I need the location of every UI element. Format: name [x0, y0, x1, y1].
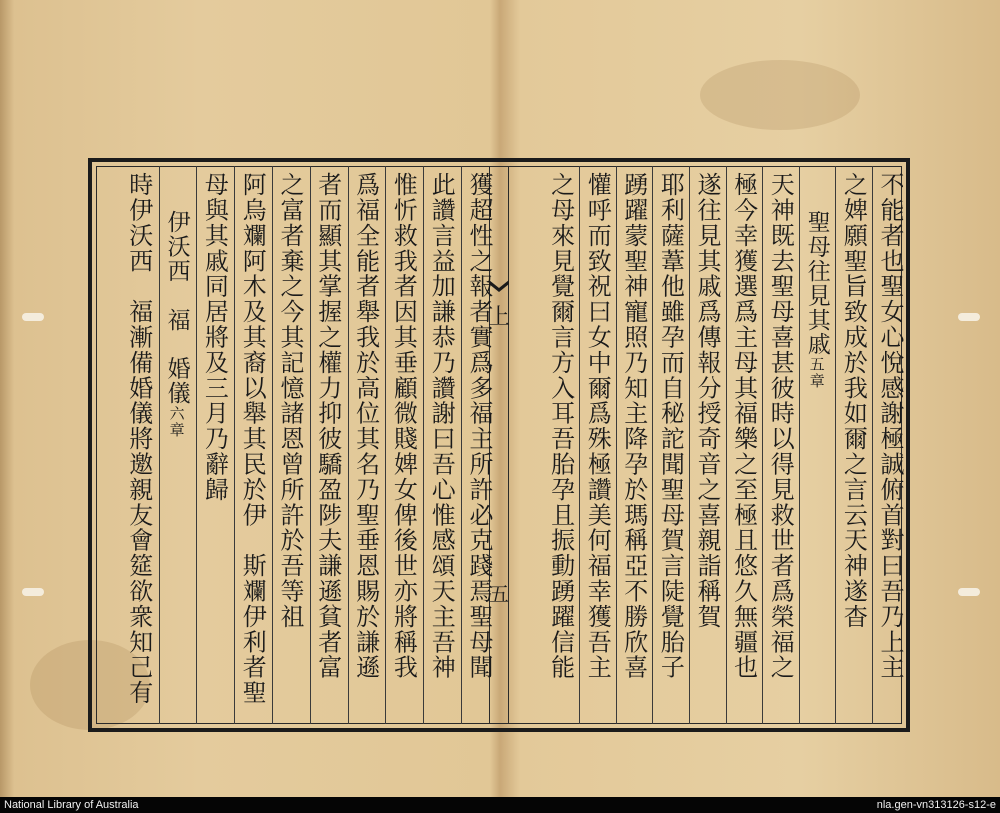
column-text: 天神既去聖母喜甚彼時以得見救世者爲榮福之	[766, 172, 795, 680]
binding-hole	[958, 313, 980, 321]
footer-bar	[0, 797, 1000, 813]
column-text: 遂往見其戚爲傳報分授奇音之喜親詣稱賀	[693, 172, 721, 630]
text-column	[428, 172, 454, 680]
column-rule	[799, 166, 800, 724]
column-text: 伊沃西 福 婚儀	[163, 210, 190, 406]
column-rule	[762, 166, 763, 724]
text-column	[466, 172, 492, 680]
column-text: 母與其戚同居將及三月乃辭歸	[200, 172, 229, 503]
column-text: 之婢願聖旨致成於我如爾之言云天神遂杳	[839, 172, 868, 630]
text-column	[315, 172, 341, 680]
column-text: 爲福全能者舉我於高位其名乃聖垂恩賜於謙遜	[351, 172, 380, 680]
chapter-heading-column	[804, 210, 830, 389]
text-column	[584, 172, 610, 680]
column-rule	[159, 166, 160, 724]
chapter-heading-column	[164, 210, 190, 438]
column-rule	[872, 166, 873, 724]
page-edge-shadow	[0, 0, 14, 797]
column-rule	[310, 166, 311, 724]
text-column	[353, 172, 379, 680]
column-text: 聖母往見其戚	[803, 210, 830, 357]
chapter-number: 六章	[167, 405, 186, 439]
column-text: 此讚言益加謙恭乃讚謝曰吾心惟感頌天主吾神	[427, 172, 456, 680]
text-column	[201, 172, 227, 502]
chapter-number: 五章	[807, 356, 826, 390]
footer-library-name: National Library of Australia	[4, 799, 139, 811]
column-rule	[348, 166, 349, 724]
binding-hole	[22, 588, 44, 596]
column-rule	[835, 166, 836, 724]
binding-hole	[22, 313, 44, 321]
column-rule	[423, 166, 424, 724]
paper-stain	[700, 60, 860, 130]
fold-label: 上	[487, 305, 510, 330]
column-rule	[689, 166, 690, 724]
column-text: 阿烏斕阿木及其裔以舉其民於伊 斯斕伊利者聖	[238, 172, 267, 706]
text-column	[239, 172, 265, 705]
text-column	[877, 172, 903, 680]
column-rule	[579, 166, 580, 724]
column-text: 極今幸獲選爲主母其福樂之至極且悠久無疆也	[729, 172, 758, 680]
column-text: 者而顯其掌握之權力抑彼驕盈陟夫謙遜貧者富	[313, 172, 342, 680]
column-rule	[726, 166, 727, 724]
column-text: 時伊沃西 福漸備婚儀將邀親友會筵欲衆知己有	[124, 172, 153, 706]
column-rule	[616, 166, 617, 724]
column-text: 耶利薩葦他雖孕而自秘詑聞聖母賀言陡覺胎子	[656, 172, 685, 680]
text-column	[390, 172, 416, 680]
column-text: 之母來見覺爾言方入耳吾胎孕且振動踴躍信能	[546, 172, 575, 680]
text-column	[731, 172, 757, 680]
column-rule	[272, 166, 273, 724]
binding-hole	[958, 588, 980, 596]
column-rule	[385, 166, 386, 724]
text-column	[767, 172, 793, 680]
column-text: 懽呼而致祝曰女中爾爲殊極讚美何福幸獲吾主	[583, 172, 612, 680]
column-text: 之富者棄之今其記憶諸恩曾所許於吾等祖	[276, 172, 304, 630]
footer-item-id: nla.gen-vn313126-s12-e	[876, 799, 996, 811]
column-rule	[196, 166, 197, 724]
text-column	[657, 172, 683, 680]
text-column	[126, 172, 152, 705]
column-text: 惟忻救我者因其垂顧微賤婢女俾後世亦將稱我	[389, 172, 418, 680]
column-text: 不能者也聖女心悅感謝極誠俯首對曰吾乃上主	[876, 172, 904, 680]
page-number: 五	[489, 582, 509, 606]
column-text: 獲超性之報者實爲多福主所許必克踐焉聖母聞	[465, 172, 493, 680]
column-rule	[652, 166, 653, 724]
text-column	[840, 172, 866, 629]
column-rule	[461, 166, 462, 724]
text-column	[277, 172, 303, 629]
text-column	[694, 172, 720, 629]
text-column	[621, 172, 647, 680]
column-rule	[234, 166, 235, 724]
text-column	[548, 172, 574, 680]
column-text: 踴躍蒙聖神寵照乃知主降孕於瑪稱亞不勝欣喜	[619, 172, 648, 680]
